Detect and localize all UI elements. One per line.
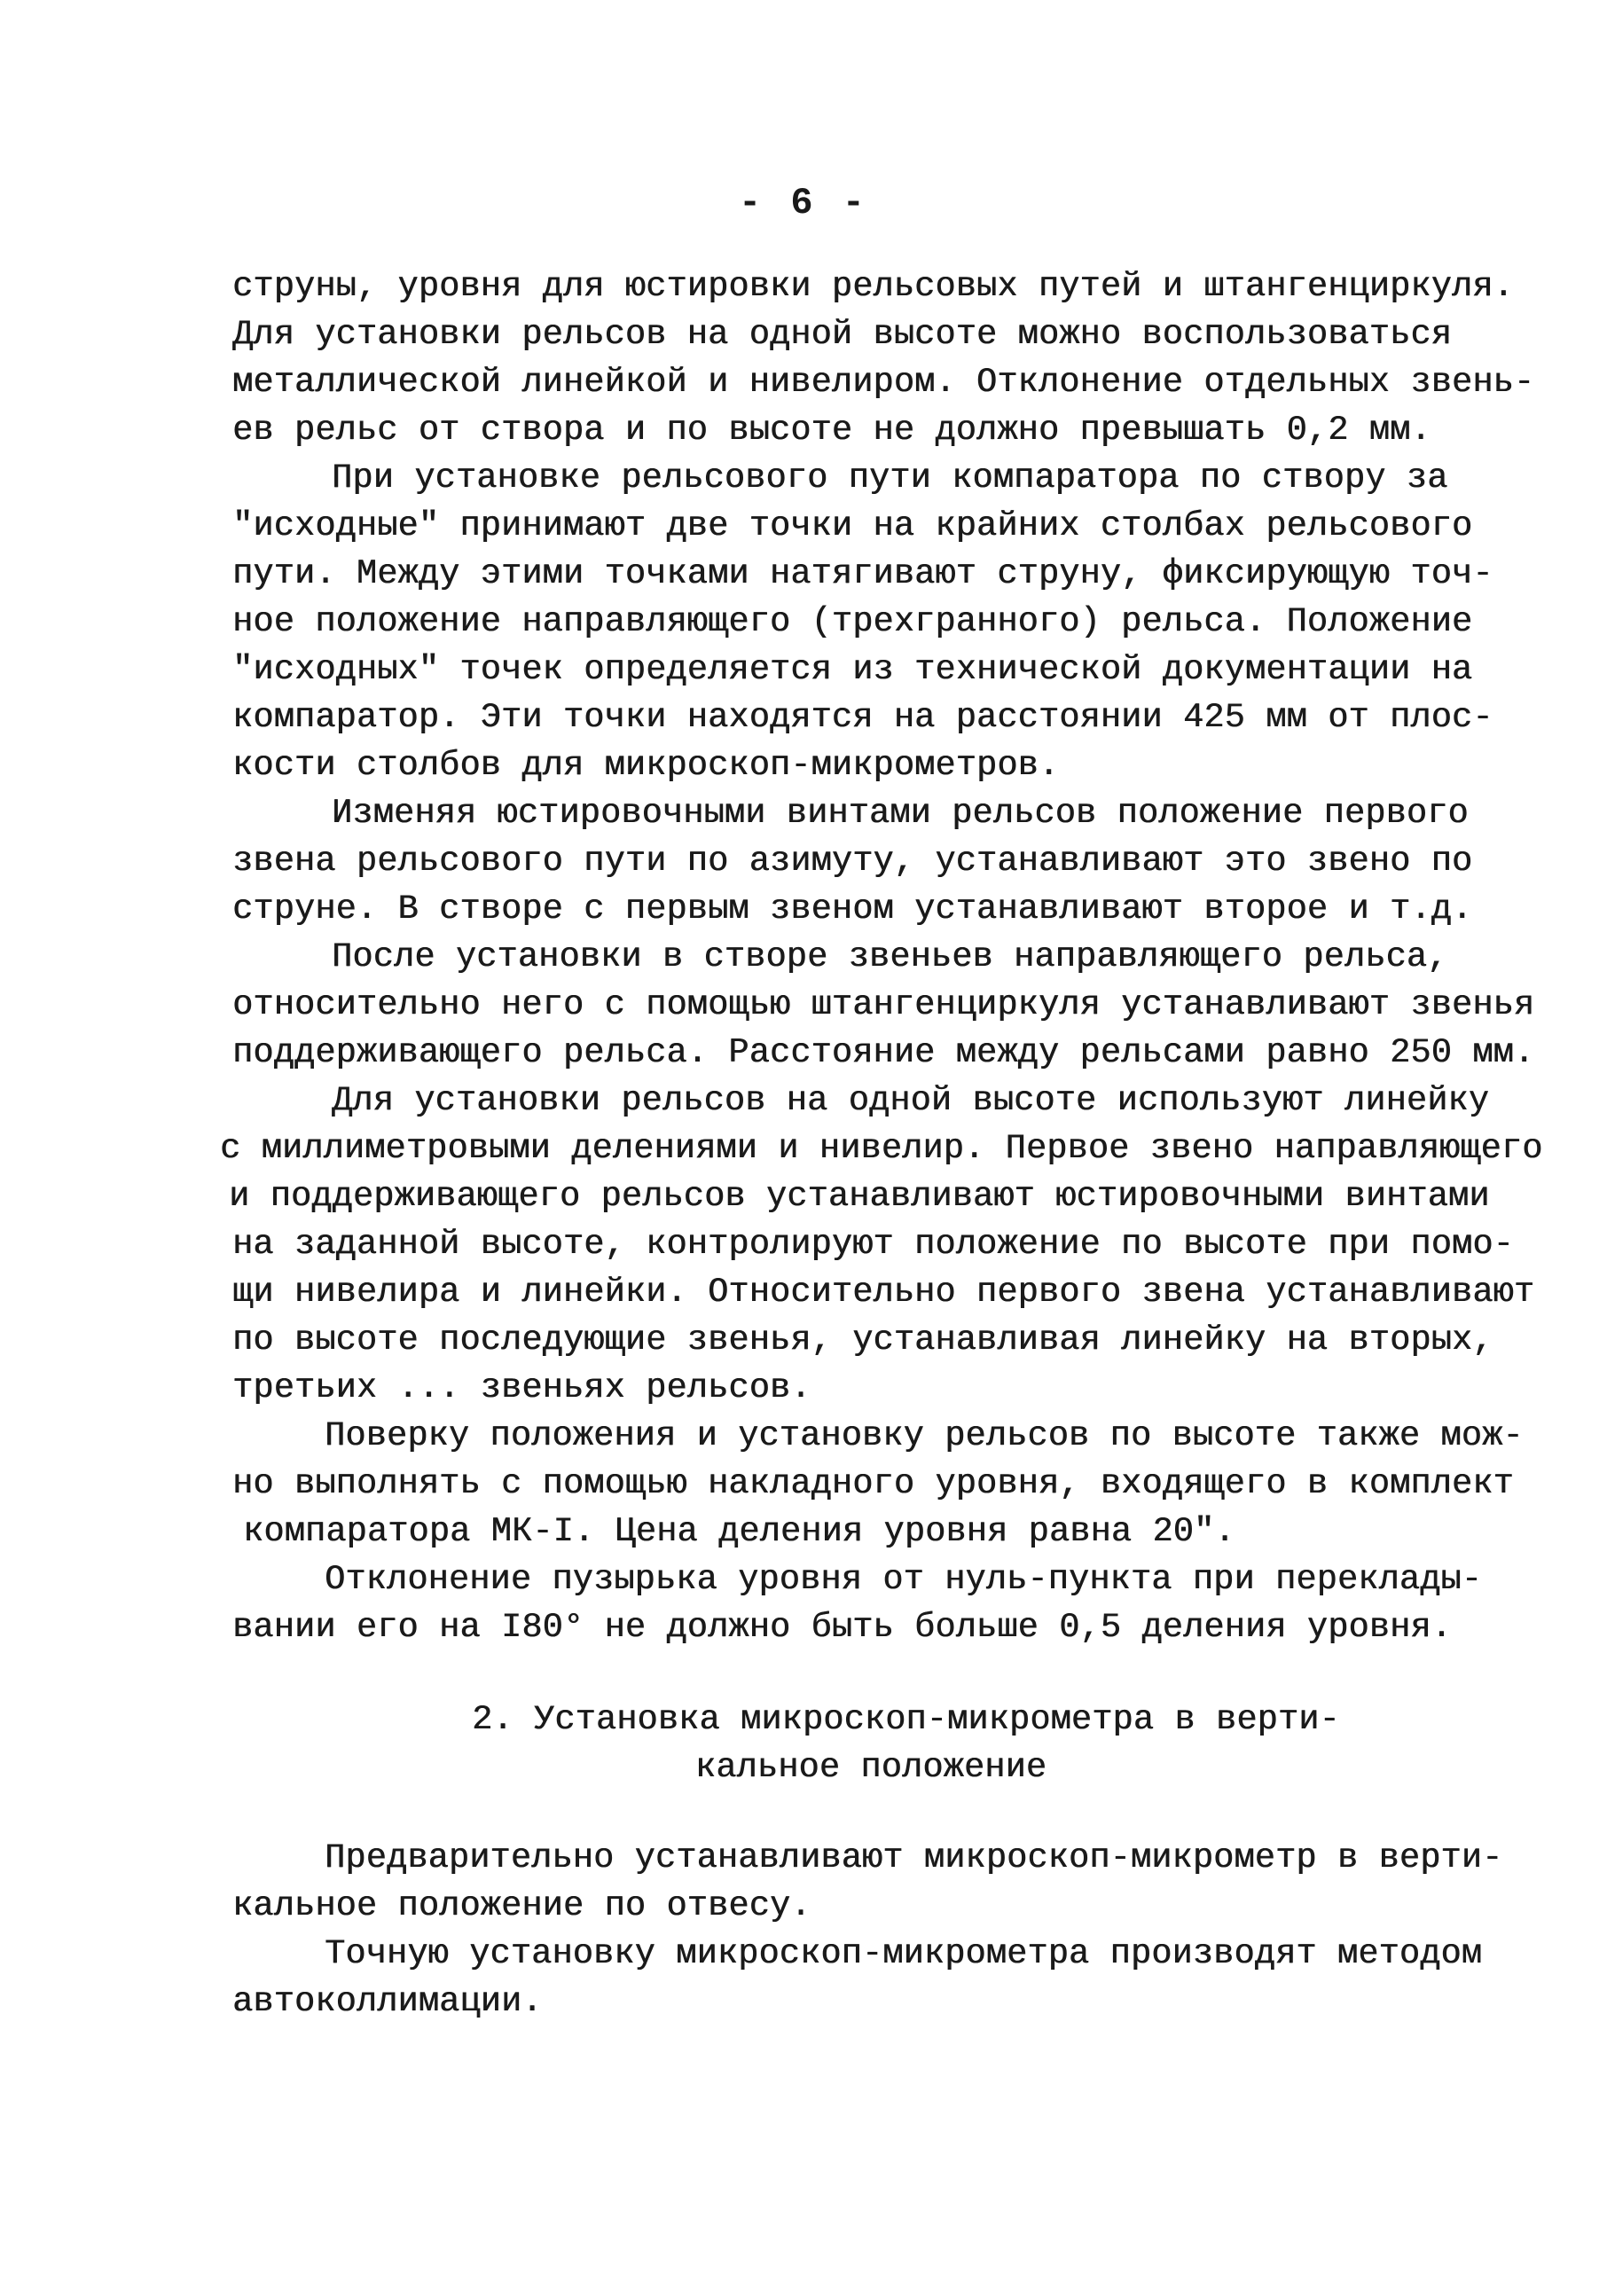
text-line: Для установки рельсов на одной высоте можно воспользоваться (232, 315, 1452, 354)
paragraph-1 (232, 263, 1535, 454)
text-line: струне. В створе с первым звеном устанавливают второе и т.д. (232, 889, 1473, 929)
text-line: "исходных" точек определяется из технической документации на (232, 650, 1473, 689)
text-line: кальное положение по отвесу. (232, 1886, 811, 1925)
text-line: поддерживающего рельса. Расстояние между рельсами равно 250 мм. (232, 1033, 1535, 1072)
text-line: кости столбов для микроскоп-микрометров. (232, 746, 1060, 785)
text-line: "исходные" принимают две точки на крайних столбах рельсового (232, 506, 1473, 545)
text-line: Для установки рельсов на одной высоте используют линейку (332, 1081, 1490, 1120)
text-line: на заданной высоте, контролируют положение по высоте при помо- (232, 1225, 1514, 1264)
text-line: третьих ... звеньях рельсов. (232, 1368, 811, 1407)
paragraph-4 (232, 933, 1535, 1077)
text-line: Предварительно устанавливают микроскоп-микрометр в верти- (325, 1838, 1503, 1877)
text-line: Изменяя юстировочными винтами рельсов положение первого (332, 794, 1469, 833)
text-line: Поверку положения и установку рельсов по высоте также мож- (325, 1416, 1524, 1455)
text-line: После установки в створе звеньев направляющего рельса, (332, 937, 1448, 976)
text-line: ное положение направляющего (трехгранного) рельса. Положение (232, 602, 1473, 641)
paragraph-3 (232, 789, 1473, 933)
text-line: металлической линейкой и нивелиром. Отклонение отдельных звень- (232, 363, 1535, 402)
text-line: щи нивелира и линейки. Относительно первого звена устанавливают (232, 1273, 1535, 1312)
document-body (220, 263, 1543, 2026)
section-heading (232, 1696, 1340, 1791)
text-line: по высоте последующие звенья, устанавливая линейку на вторых, (232, 1320, 1493, 1360)
text-line: с миллиметровыми делениями и нивелир. Первое звено направляющего (220, 1129, 1543, 1168)
text-line: вании его на I80° не должно быть больше 0,5 деления уровня. (232, 1608, 1452, 1647)
text-line: При установке рельсового пути компаратора по створу за (332, 458, 1448, 498)
text-line: но выполнять с помощью накладного уровня, входящего в комплект (232, 1464, 1514, 1503)
section-paragraph-2 (232, 1930, 1483, 2026)
paragraph-6 (232, 1412, 1524, 1555)
paragraph-5 (220, 1077, 1543, 1412)
heading-line: 2. Установка микроскоп-микрометра в верти- (472, 1700, 1340, 1739)
text-line: Точную установку микроскоп-микрометра производят методом (325, 1934, 1483, 1973)
paragraph-7 (232, 1555, 1483, 1651)
text-line: струны, уровня для юстировки рельсовых путей и штангенциркуля. (232, 267, 1514, 306)
text-line: пути. Между этими точками натягивают струну, фиксирующую точ- (232, 554, 1493, 593)
paragraph-2 (232, 454, 1493, 789)
heading-line: кальное положение (694, 1748, 1047, 1787)
text-line: относительно него с помощью штангенциркуля устанавливают звенья (232, 985, 1535, 1024)
text-line: компаратора МК-I. Цена деления уровня равна 20". (243, 1512, 1235, 1551)
text-line: ев рельс от створа и по высоте не должно превышать 0,2 мм. (232, 411, 1431, 450)
text-line: звена рельсового пути по азимуту, устанавливают это звено по (232, 842, 1473, 881)
section-paragraph-1 (232, 1834, 1503, 1930)
text-line: компаратор. Эти точки находятся на расстоянии 425 мм от плос- (232, 698, 1493, 737)
text-line: и поддерживающего рельсов устанавливают юстировочными винтами (229, 1177, 1490, 1216)
page-number: - 6 - (738, 182, 869, 224)
text-line: Отклонение пузырька уровня от нуль-пункта при переклады- (325, 1560, 1483, 1599)
text-line: автоколлимации. (232, 1982, 543, 2021)
